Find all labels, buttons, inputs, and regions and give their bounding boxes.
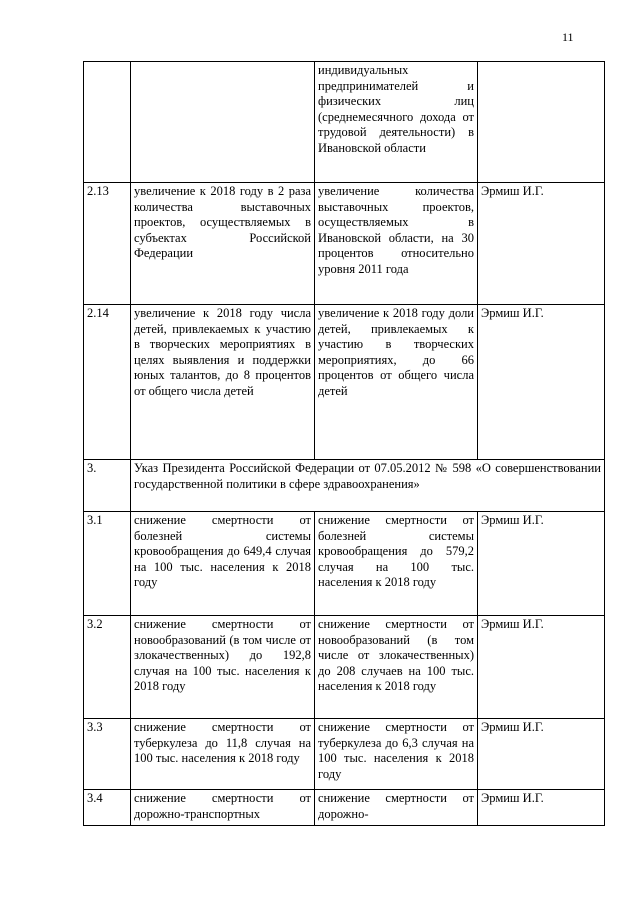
measures-table bbox=[83, 61, 605, 826]
indicator-cell: снижение смертности от болезней системы кровообращения до 579,2 случая на 100 тыс. населения к 2018 году bbox=[315, 512, 478, 616]
indicator-cell: индивидуальных предпринимателей и физических лиц (среднемесячного дохода от трудовой деятельности) в Ивановской области bbox=[315, 62, 478, 183]
table-row bbox=[84, 512, 605, 616]
row-number: 3.4 bbox=[84, 790, 131, 826]
table-row bbox=[84, 62, 605, 183]
row-number: 3.1 bbox=[84, 512, 131, 616]
responsible-cell: Эрмиш И.Г. bbox=[478, 305, 605, 460]
goal-cell bbox=[131, 62, 315, 183]
row-number bbox=[84, 62, 131, 183]
row-number: 2.13 bbox=[84, 183, 131, 305]
table-row bbox=[84, 719, 605, 790]
indicator-cell: снижение смертности от новообразований (в том числе от злокачественных) до 208 случаев на 100 тыс. населения к 2018 году bbox=[315, 616, 478, 719]
indicator-cell: снижение смертности от дорожно- bbox=[315, 790, 478, 826]
goal-cell: увеличение к 2018 году числа детей, привлекаемых к участию в творческих мероприятиях в целях выявления и поддержки юных талантов, до 8 процентов от общего числа детей bbox=[131, 305, 315, 460]
indicator-cell: увеличение к 2018 году доли детей, привлекаемых к участию в творческих мероприятиях, до 66 процентов от общего числа детей bbox=[315, 305, 478, 460]
decree-heading-cell: Указ Президента Российской Федерации от 07.05.2012 № 598 «О совершенствовании государственной политики в сфере здравоохранения» bbox=[131, 460, 605, 512]
goal-cell: увеличение к 2018 году в 2 раза количества выставочных проектов, осуществляемых в субъектах Российской Федерации bbox=[131, 183, 315, 305]
table-row bbox=[84, 790, 605, 826]
responsible-cell bbox=[478, 62, 605, 183]
goal-cell: снижение смертности от болезней системы кровообращения до 649,4 случая на 100 тыс. населения к 2018 году bbox=[131, 512, 315, 616]
row-number: 2.14 bbox=[84, 305, 131, 460]
responsible-cell: Эрмиш И.Г. bbox=[478, 183, 605, 305]
indicator-cell: снижение смертности от туберкулеза до 6,3 случая на 100 тыс. населения к 2018 году bbox=[315, 719, 478, 790]
responsible-cell: Эрмиш И.Г. bbox=[478, 719, 605, 790]
page-number: 11 bbox=[562, 30, 574, 44]
responsible-cell: Эрмиш И.Г. bbox=[478, 790, 605, 826]
goal-cell: снижение смертности от дорожно-транспортных bbox=[131, 790, 315, 826]
responsible-cell: Эрмиш И.Г. bbox=[478, 512, 605, 616]
indicator-cell: увеличение количества выставочных проектов, осуществляемых в Ивановской области, на 30 процентов относительно уровня 2011 года bbox=[315, 183, 478, 305]
responsible-cell: Эрмиш И.Г. bbox=[478, 616, 605, 719]
goal-cell: снижение смертности от новообразований (в том числе от злокачественных) до 192,8 случая на 100 тыс. населения к 2018 году bbox=[131, 616, 315, 719]
row-number: 3.2 bbox=[84, 616, 131, 719]
table-row bbox=[84, 616, 605, 719]
table-row bbox=[84, 305, 605, 460]
row-number: 3. bbox=[84, 460, 131, 512]
row-number: 3.3 bbox=[84, 719, 131, 790]
table-row bbox=[84, 183, 605, 305]
table-row bbox=[84, 460, 605, 512]
goal-cell: снижение смертности от туберкулеза до 11,8 случая на 100 тыс. населения к 2018 году bbox=[131, 719, 315, 790]
